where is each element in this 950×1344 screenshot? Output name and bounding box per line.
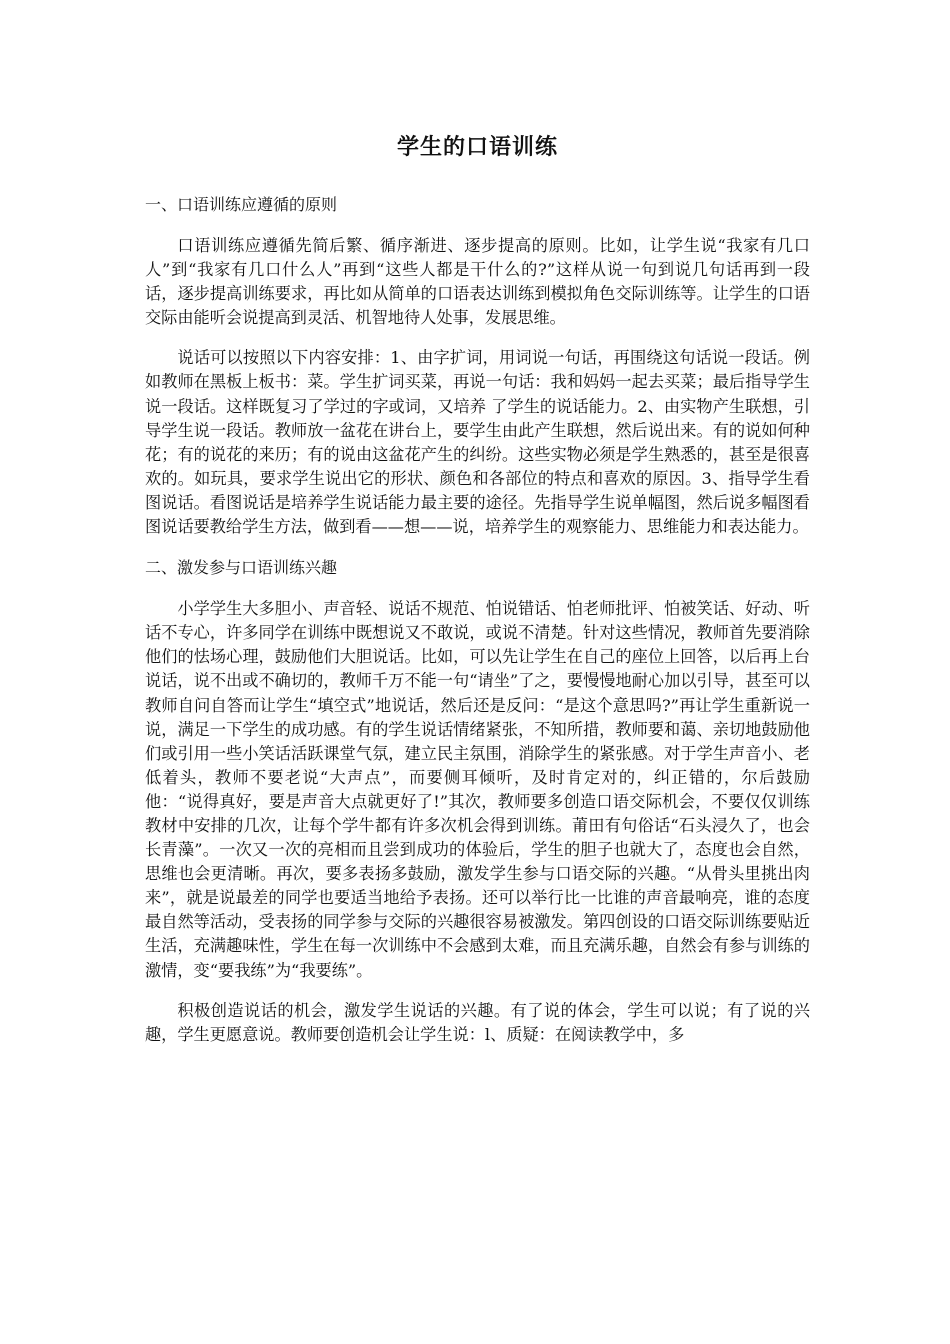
paragraph: 口语训练应遵循先简后繁、循序渐进、逐步提高的原则。比如，让学生说“我家有几口人”到“我家有几口什么人”再到“这些人都是干什么的?”这样从说一句到说几句话再到一段话，逐步提高训练要求，再比如从简单的口语表达训练到模拟角色交际训练等。让学生的口语交际由能听会说提高到灵活、机智地待人处事，发展思维。 [145,236,810,328]
paragraph: 积极创造说话的机会，激发学生说话的兴趣。有了说的体会，学生可以说；有了说的兴趣，学生更愿意说。教师要创造机会让学生说：l、质疑：在阅读教学中，多 [145,1000,810,1044]
paragraph: 小学学生大多胆小、声音轻、说话不规范、怕说错话、怕老师批评、怕被笑话、好动、听话不专心，许多同学在训练中既想说又不敢说，或说不清楚。针对这些情况，教师首先要消除他们的怯场心理，鼓励他们大胆说话。比如，可以先让学生在自己的座位上回答，以后再上台说话，说不出或不确切的，教师千万不能一句“请坐”了之，要慢慢地耐心加以引导，甚至可以教师自问自答而让学生“填空式”地说话，然后还是反问：“是这个意思吗?”再让学生重新说一说，满足一下学生的成功感。有的学生说话情绪紧张，不知所措，教师要和蔼、亲切地鼓励他们或引用一些小笑话活跃课堂气氛，建立民主氛围，消除学生的紧张感。对于学生声音小、老低着头，教师不要老说“大声点”，而要侧耳倾听，及时肯定对的，纠正错的，尔后鼓励他：“说得真好，要是声音大点就更好了!”其次，教师要多创造口语交际机会，不要仅仅训练教材中安排的几次，让每个学牛都有许多次机会得到训练。莆田有句俗话“石头浸久了，也会长青藻”。一次又一次的亮相而且尝到成功的体验后，学生的胆子也就大了，态度也会自然，思维也会更清晰。再次，要多表扬多鼓励，激发学生参与口语交际的兴趣。“从骨头里挑出肉来”，就是说最差的同学也要适当地给予表扬。还可以举行比一比谁的声音最响亮，谁的态度最自然等活动，受表扬的同学参与交际的兴趣很容易被激发。第四创设的口语交际训练要贴近生活，充满趣味性，学生在每一次训练中不会感到太难，而且充满乐趣，自然会有参与训练的激情，变“要我练”为“我要练”。 [145,599,810,980]
section-heading-principles: 一、口语训练应遵循的原则 [145,195,338,214]
document-body [145,130,810,1063]
section-heading-interest: 二、激发参与口语训练兴趣 [145,558,338,578]
document-title: 学生的口语训练 [396,134,558,160]
paragraph: 说话可以按照以下内容安排：1、由字扩词，用词说一句话，再围绕这句话说一段话。例如教师在黑板上板书：菜。学生扩词买菜，再说一句话：我和妈妈一起去买菜；最后指导学生说一段话。这样既复习了学过的字或词，又培养 了学生的说话能力。2、由实物产生联想，引导学生说一段话。教师放一盆花在讲台上，要学生由此产生联想，然后说出来。有的说如何种花；有的说花的来历；有的说由这盆花产生的纠纷。这些实物必须是学生熟悉的，甚至是很喜欢的。如玩具，要求学生说出它的形状、颜色和各部位的特点和喜欢的原因。3、指导学生看图说话。看图说话是培养学生说话能力最主要的途径。先指导学生说单幅图，然后说多幅图看图说话要教给学生方法，做到看——想——说，培养学生的观察能力、思维能力和表达能力。 [145,348,810,537]
